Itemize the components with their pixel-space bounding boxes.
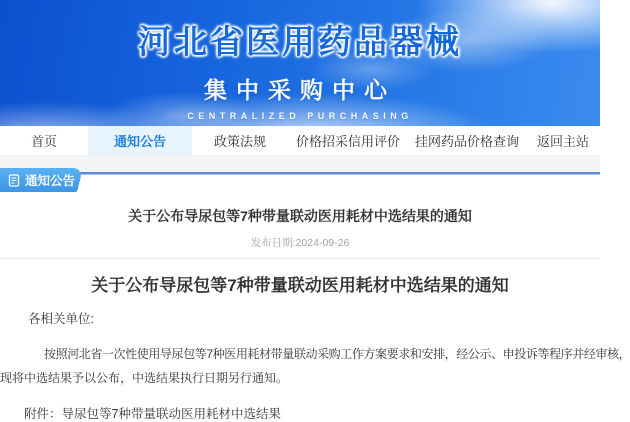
paragraph-line: 按照河北省一次性使用导尿包等7种医用耗材带量联动采购工作方案要求和安排，经公示、申投诉等程序并经审核， bbox=[44, 347, 630, 361]
site-subtitle-en: CENTRALIZED PURCHASING bbox=[187, 111, 413, 121]
nav-item-drug-price-query[interactable]: 挂网药品价格查询 bbox=[414, 134, 519, 149]
article-salutation: 各相关单位: bbox=[28, 312, 94, 326]
article-title: 关于公布导尿包等7种带量联动医用耗材中选结果的通知 bbox=[91, 276, 509, 295]
separator-strip bbox=[0, 155, 600, 172]
nav-item-back-to-main[interactable]: 返回主站 bbox=[536, 134, 589, 149]
paragraph-line: 现将中选结果予以公布，中选结果执行日期另行通知。 bbox=[0, 371, 289, 385]
attachment-line[interactable]: 附件：导尿包等7种带量联动医用耗材中选结果 bbox=[24, 407, 281, 421]
nav-item-price-credit-eval[interactable]: 价格招采信用评价 bbox=[295, 134, 400, 149]
nav-item-notices[interactable]: 通知公告 bbox=[88, 126, 192, 155]
article-panel bbox=[0, 172, 630, 421]
site-title: 河北省医用药品器械 bbox=[138, 23, 462, 60]
breadcrumb-label: 通知公告 bbox=[25, 174, 76, 188]
publish-date: 发布日期:2024-09-26 bbox=[250, 237, 350, 249]
site-subtitle: 集中采购中心 bbox=[204, 77, 396, 103]
breadcrumb[interactable] bbox=[0, 168, 88, 192]
notice-list-title[interactable]: 关于公布导尿包等7种带量联动医用耗材中选结果的通知 bbox=[128, 208, 472, 224]
nav-item-policies[interactable]: 政策法规 bbox=[213, 134, 266, 149]
divider bbox=[0, 258, 600, 259]
nav-item-home[interactable]: 首页 bbox=[30, 134, 57, 149]
document-icon bbox=[8, 174, 20, 187]
main-nav bbox=[0, 126, 600, 155]
site-banner bbox=[0, 0, 600, 126]
article-paragraph bbox=[0, 342, 630, 390]
